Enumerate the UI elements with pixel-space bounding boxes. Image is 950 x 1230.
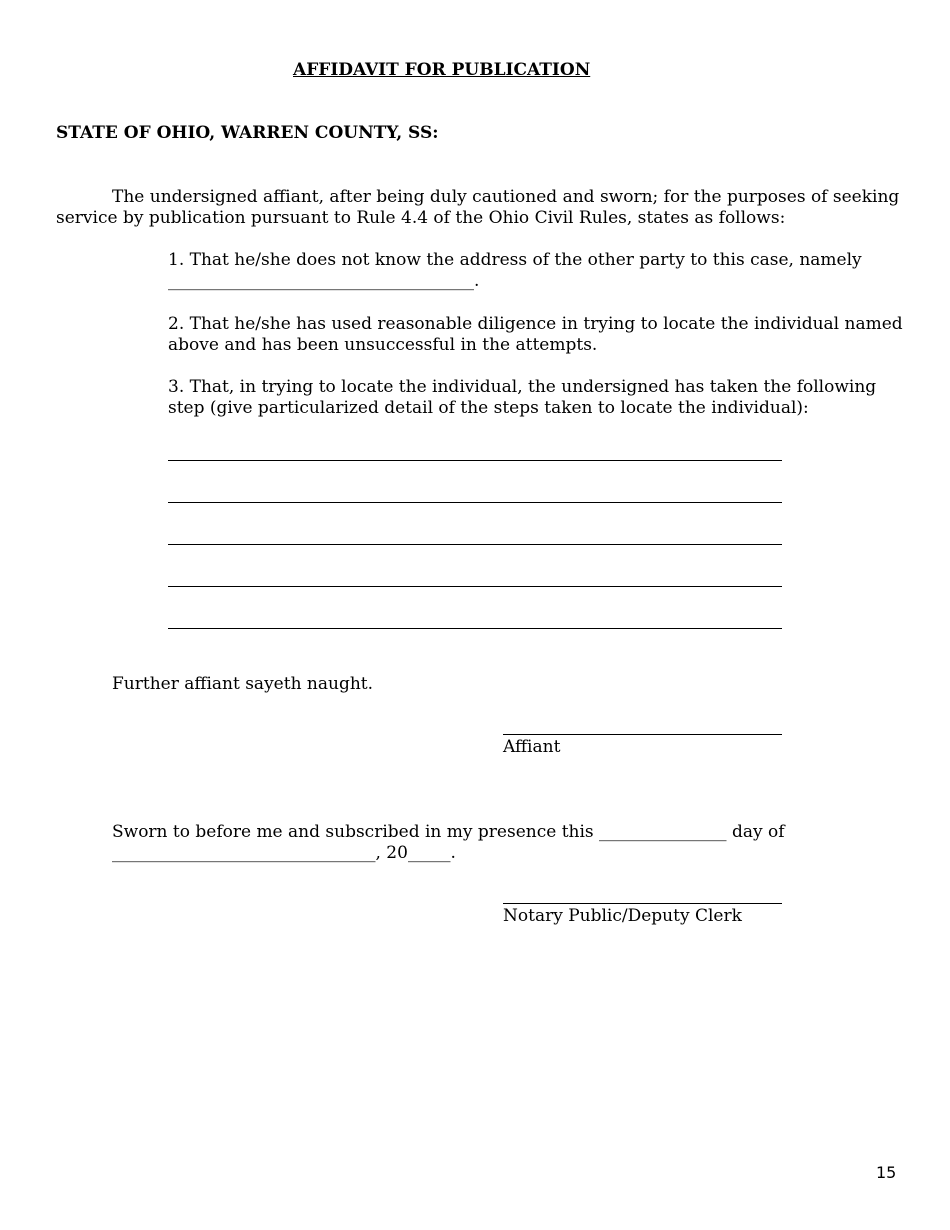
notary-label: Notary Public/Deputy Clerk	[503, 906, 742, 926]
venue-heading: STATE OF OHIO, WARREN COUNTY, SS:	[56, 123, 439, 143]
notary-signature-line	[503, 903, 782, 904]
sworn-line-2: _______________________________, 20_____.	[112, 843, 456, 863]
item-2-line-2: above and has been unsuccessful in the attempts.	[168, 335, 598, 355]
affiant-signature-line	[503, 734, 782, 735]
item-1-blank: ____________________________________.	[168, 271, 480, 291]
document-title: AFFIDAVIT FOR PUBLICATION	[293, 60, 591, 80]
steps-blank-line-3	[168, 544, 782, 545]
item-3-line-1: 3. That, in trying to locate the individual, the undersigned has taken the following	[168, 377, 877, 397]
steps-blank-line-4	[168, 586, 782, 587]
sworn-line-1: Sworn to before me and subscribed in my presence this _______________ day of	[112, 822, 785, 842]
intro-line-1: The undersigned affiant, after being duly cautioned and sworn; for the purposes of seeking	[112, 187, 900, 207]
steps-blank-line-5	[168, 628, 782, 629]
further-statement: Further affiant sayeth naught.	[112, 674, 374, 694]
intro-line-2: service by publication pursuant to Rule 4.4 of the Ohio Civil Rules, states as follows:	[56, 208, 786, 228]
steps-blank-line-1	[168, 460, 782, 461]
page-number: 15	[876, 1163, 897, 1182]
affiant-label: Affiant	[503, 737, 561, 757]
steps-blank-line-2	[168, 502, 782, 503]
item-3-line-2: step (give particularized detail of the steps taken to locate the individual):	[168, 398, 809, 418]
item-1-line-1: 1. That he/she does not know the address of the other party to this case, namely	[168, 250, 862, 270]
item-2-line-1: 2. That he/she has used reasonable diligence in trying to locate the individual named	[168, 314, 903, 334]
